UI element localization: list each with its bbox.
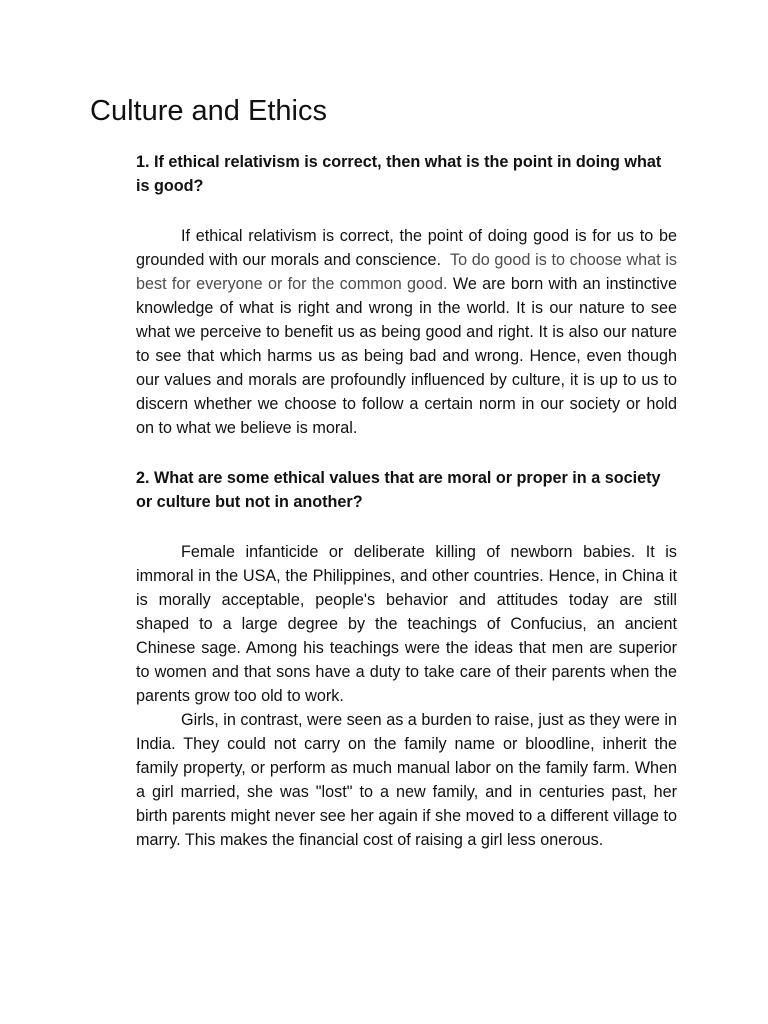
answer-1-text-end: We are born with an instinctive knowledge of what is right and wrong in the world. It is our nature to see what we perceive to benefit us as being good and right. It is also our nature to see that which harms us as being bad and wrong. Hence, even though our values and morals are profoundly influenced by culture, it is up to us to discern whether we choose to follow a certain norm in our society or hold on to what we believe is moral. <box>136 275 678 437</box>
document-title: Culture and Ethics <box>90 95 327 127</box>
answer-1-highlighted-text: To do good is to choose what is best for everyone or for the common good. <box>136 251 678 293</box>
answer-1-text-start: If ethical relativism is correct, the point of doing good is for us to be grounded with our morals and conscience. <box>136 227 677 269</box>
question-1: 1. If ethical relativism is correct, then what is the point in doing what is good? <box>136 153 662 195</box>
question-2: 2. What are some ethical values that are moral or proper in a society or culture but not in another? <box>136 469 661 511</box>
document-body <box>136 150 677 852</box>
answer-1-paragraph <box>136 224 677 440</box>
answer-2-paragraph-1: Female infanticide or deliberate killing of newborn babies. It is immoral in the USA, the Philippines, and other countries. Hence, in China it is morally acceptable, people's behavior and attitudes today are still shaped to a large degree by the teachings of Confucius, an ancient Chinese sage. Among his teachings were the ideas that men are superior to women and that sons have a duty to take care of their parents when the parents grow too old to work. <box>136 543 677 705</box>
answer-2-paragraph-2: Girls, in contrast, were seen as a burden to raise, just as they were in India. They could not carry on the family name or bloodline, inherit the family property, or perform as much manual labor on the family farm. When a girl married, she was "lost" to a new family, and in centuries past, her birth parents might never see her again if she moved to a different village to marry. This makes the financial cost of raising a girl less onerous. <box>136 711 677 849</box>
